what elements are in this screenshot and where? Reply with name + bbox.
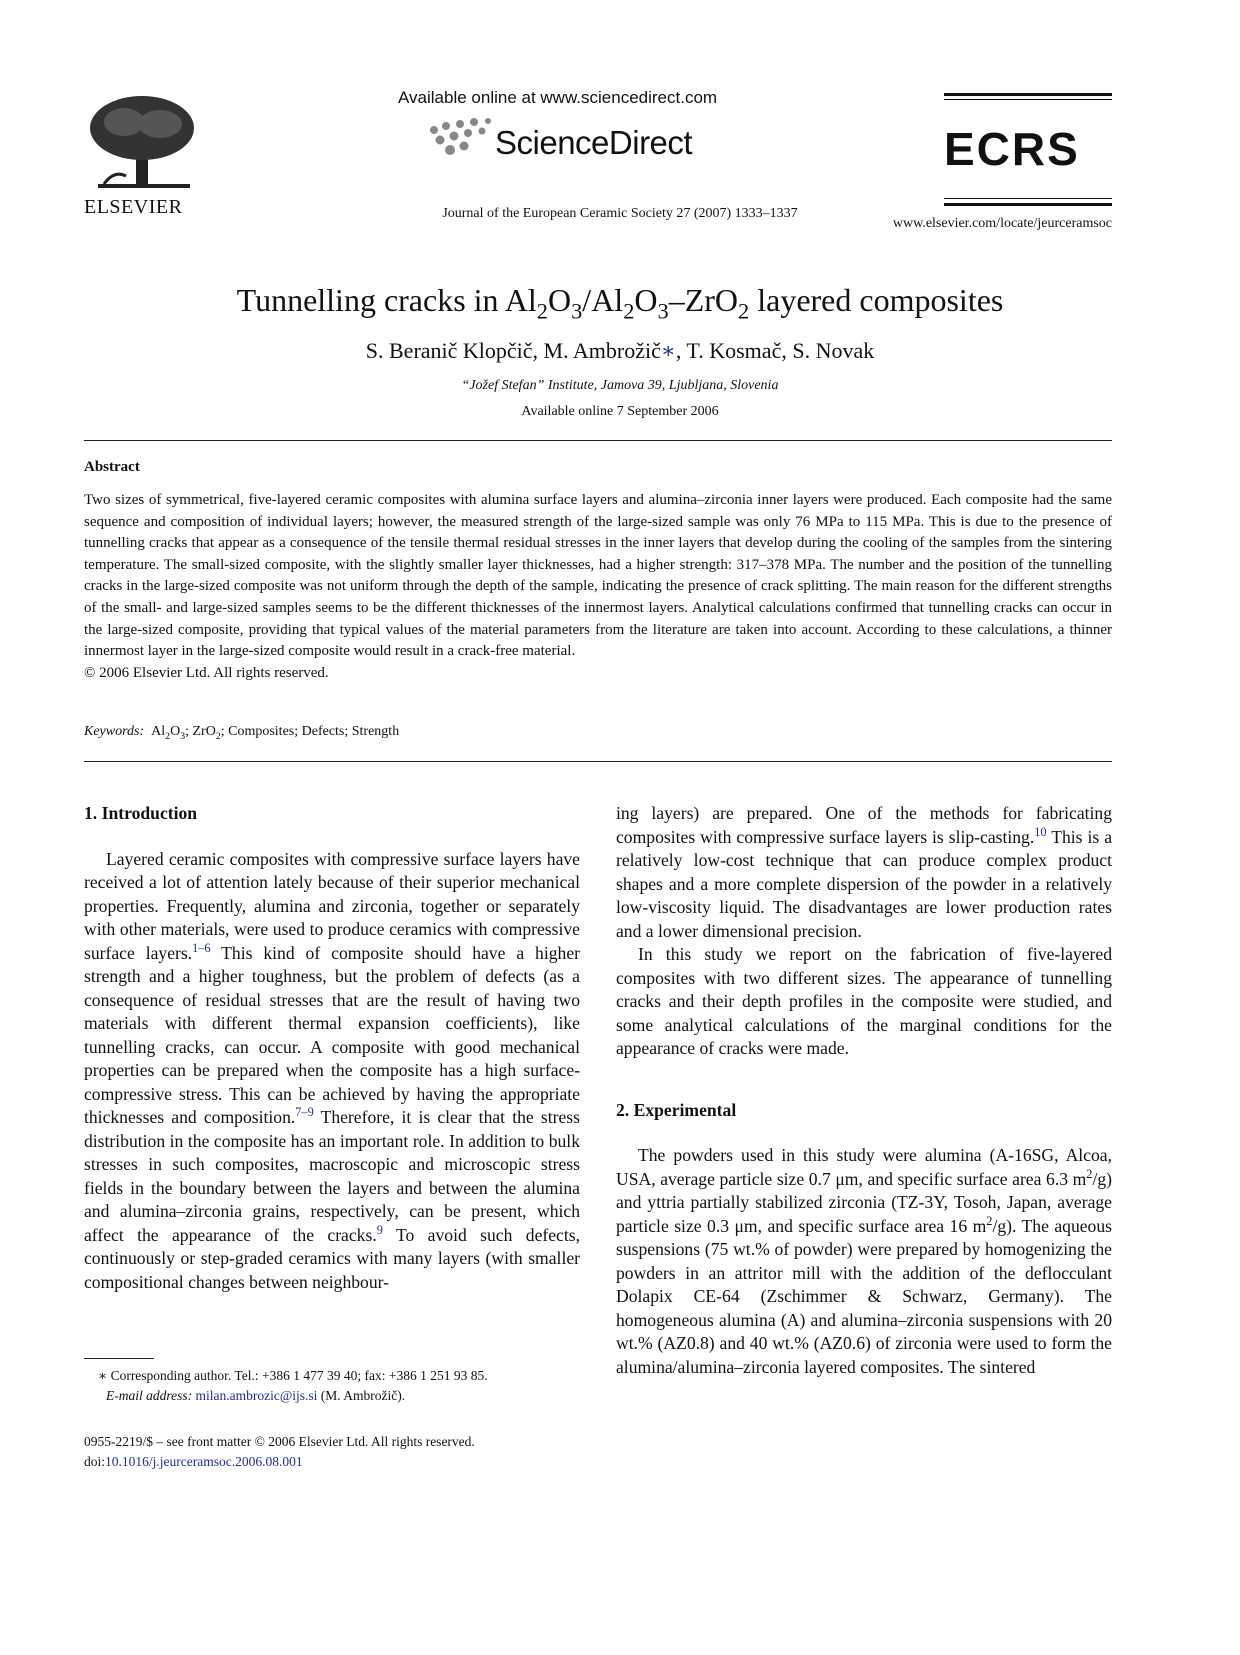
section-heading-introduction: 1. Introduction — [84, 803, 198, 823]
sciencedirect-logo-text: ScienceDirect — [495, 124, 693, 161]
intro-paragraph-2: In this study we report on the fabrication of five-layered composites with two different sizes. The appearance of tunnelling cracks and their depth profiles in the composite were studied, and some analytical calculations of the marginal conditions for the appearance of cracks were made. — [616, 944, 1112, 1058]
footnote-rule — [84, 1358, 154, 1359]
citation-link[interactable]: 1–6 — [192, 940, 211, 955]
right-column — [616, 802, 1112, 1379]
divider — [944, 93, 1112, 96]
divider — [84, 761, 1112, 762]
issn-info: 0955-2219/$ – see front matter © 2006 Elsevier Ltd. All rights reserved. doi:10.1016/j.jeurceramsoc.2006.08.001 — [84, 1434, 475, 1469]
experimental-paragraph: The powders used in this study were alumina (A-16SG, Alcoa, USA, average particle size 0.7 μm, and specific surface area 6.3 $m^2/g$) and yttria partially stabilized zirconia (TZ-3Y, Tosoh, Japan, average particle size 0.3 μm, and specific surface area 16 $m^2/g$). The aqueous suspensions (75 wt.% of powder) were prepared by homogenizing the powders in an attritor mill with the addition of the deflocculant Dolapix CE-64 (Zschimmer & Schwarz, Germany). The homogeneous alumina (A) and alumina–zirconia suspensions with 20 wt.% (AZ0.8) and 40 wt.% (AZ0.6) of zirconia were used to form the alumina/alumina–zirconia layered composites. The sintered — [616, 1145, 1113, 1377]
available-online-text[interactable]: Available online at www.sciencedirect.com — [398, 88, 718, 107]
doi-link[interactable]: 10.1016/j.jeurceramsoc.2006.08.001 — [105, 1454, 303, 1469]
available-date: Available online 7 September 2006 — [521, 404, 719, 419]
section-heading-experimental: 2. Experimental — [616, 1099, 737, 1120]
journal-url-link[interactable]: www.elsevier.com/locate/jeurceramsoc — [892, 216, 1112, 231]
divider — [84, 440, 1112, 441]
keywords: Keywords: $Al_2O_3$; ZrO$_2$; Composites; Defects; Strength — [84, 724, 400, 742]
copyright-line: © 2006 Elsevier Ltd. All rights reserved. — [84, 664, 329, 681]
intro-paragraph-continued: ing layers) are prepared. One of the methods for fabricating composites with compressive surface layers is slip-casting.$^{10}$ This is a relatively low-cost technique that can produce complex product shapes and a more complete dispersion of the powder in a relatively low-viscosity liquid. The disadvantages are lower production rates and a lower dimensional precision. — [616, 803, 1112, 941]
corresponding-author-link[interactable]: ∗ — [660, 338, 676, 363]
divider — [944, 198, 1112, 199]
citation-link[interactable]: 7–9 — [295, 1105, 314, 1120]
abstract-body: Two sizes of symmetrical, five-layered ceramic composites with alumina surface layers and alumina–zirconia inner layers were produced. Each composite had the same sequence and composition of individual layers; however, the measured strength of the large-sized sample was only 76 MPa to 115 MPa. This is due to the presence of tunnelling cracks that appear as a consequence of the tensile thermal residual stresses in the inner layers that develop during the cooling of the samples from the sintering temperature. The small-sized composite, with the slightly smaller layer thicknesses, had a higher strength: 317–378 MPa. The number and the position of the tunnelling cracks in the large-sized composite was not uniform through the depth of the sample, indicating the presence of crack splitting. The main reason for the different strengths of the small- and large-sized samples seems to be the different thicknesses of the innermost layers. Analytical calculations confirmed that tunnelling cracks can occur in the large-sized composite, providing that typical values of the material parameters from the literature are taken into account. According to these calculations, a thinner innermost layer in the large-sized composite would result in a crack-free material. © 2006 Elsevier Ltd. All rights reserved. — [84, 492, 1112, 681]
intro-paragraph: Layered ceramic composites with compressive surface layers have received a lot of attention lately because of their superior mechanical properties. Frequently, alumina and zirconia, together or separately with other materials, were used to produce ceramics with compressive surface layers.$^{1-6}$ This kind of composite should have a higher strength and a higher toughness, but the problem of defects (as a consequence of residual stresses that are the result of having two materials with different thermal expansion coefficients), like tunnelling cracks, can occur. A composite with good mechanical properties can be prepared when the composite has a high surface-compressive stress. This can be achieved by having the appropriate thicknesses and composition.$^{7-9}$ Therefore, it is clear that the stress distribution in the composite has an important role. In addition to bulk stresses in such composites, macroscopic and microscopic stress fields in the boundary between the layers and between the alumina and alumina–zirconia grains, respectively, can be present, which affect the appearance of the cracks.$^9$ To avoid such defects, continuously or step-graded ceramics with many layers (with smaller compositional changes between neighbour- — [84, 848, 580, 1292]
affiliation: “Jožef Stefan” Institute, Jamova 39, Ljubljana, Slovenia — [461, 378, 779, 393]
ecrs-society-logo: ECRS — [944, 123, 1080, 175]
author-list: S. Beranič Klopčič, M. Ambrožič∗, T. Kosmač, S. Novak — [365, 338, 875, 363]
citation-link[interactable]: 9 — [376, 1222, 383, 1237]
journal-citation: Journal of the European Ceramic Society 27 (2007) 1333–1337 — [442, 206, 798, 221]
elsevier-tree-logo — [84, 92, 202, 197]
divider — [944, 99, 1112, 100]
email-link[interactable]: milan.ambrozic@ijs.si — [195, 1388, 318, 1403]
citation-link[interactable]: 10 — [1034, 824, 1047, 839]
abstract-heading: Abstract — [84, 459, 140, 475]
sciencedirect-dots-icon — [426, 116, 496, 167]
left-column — [84, 802, 580, 1294]
divider — [944, 203, 1112, 206]
footnote: ∗ Corresponding author. Tel.: +386 1 477 39 40; fax: +386 1 251 93 85. E-mail address: milan.ambrozic@ijs.si (M. Ambrožič). — [98, 1368, 488, 1403]
article-title: Tunnelling cracks in $Al_2O_3/Al_2O_3-ZrO_2$ layered composites — [236, 282, 1004, 324]
publisher-name: ELSEVIER — [84, 196, 183, 218]
